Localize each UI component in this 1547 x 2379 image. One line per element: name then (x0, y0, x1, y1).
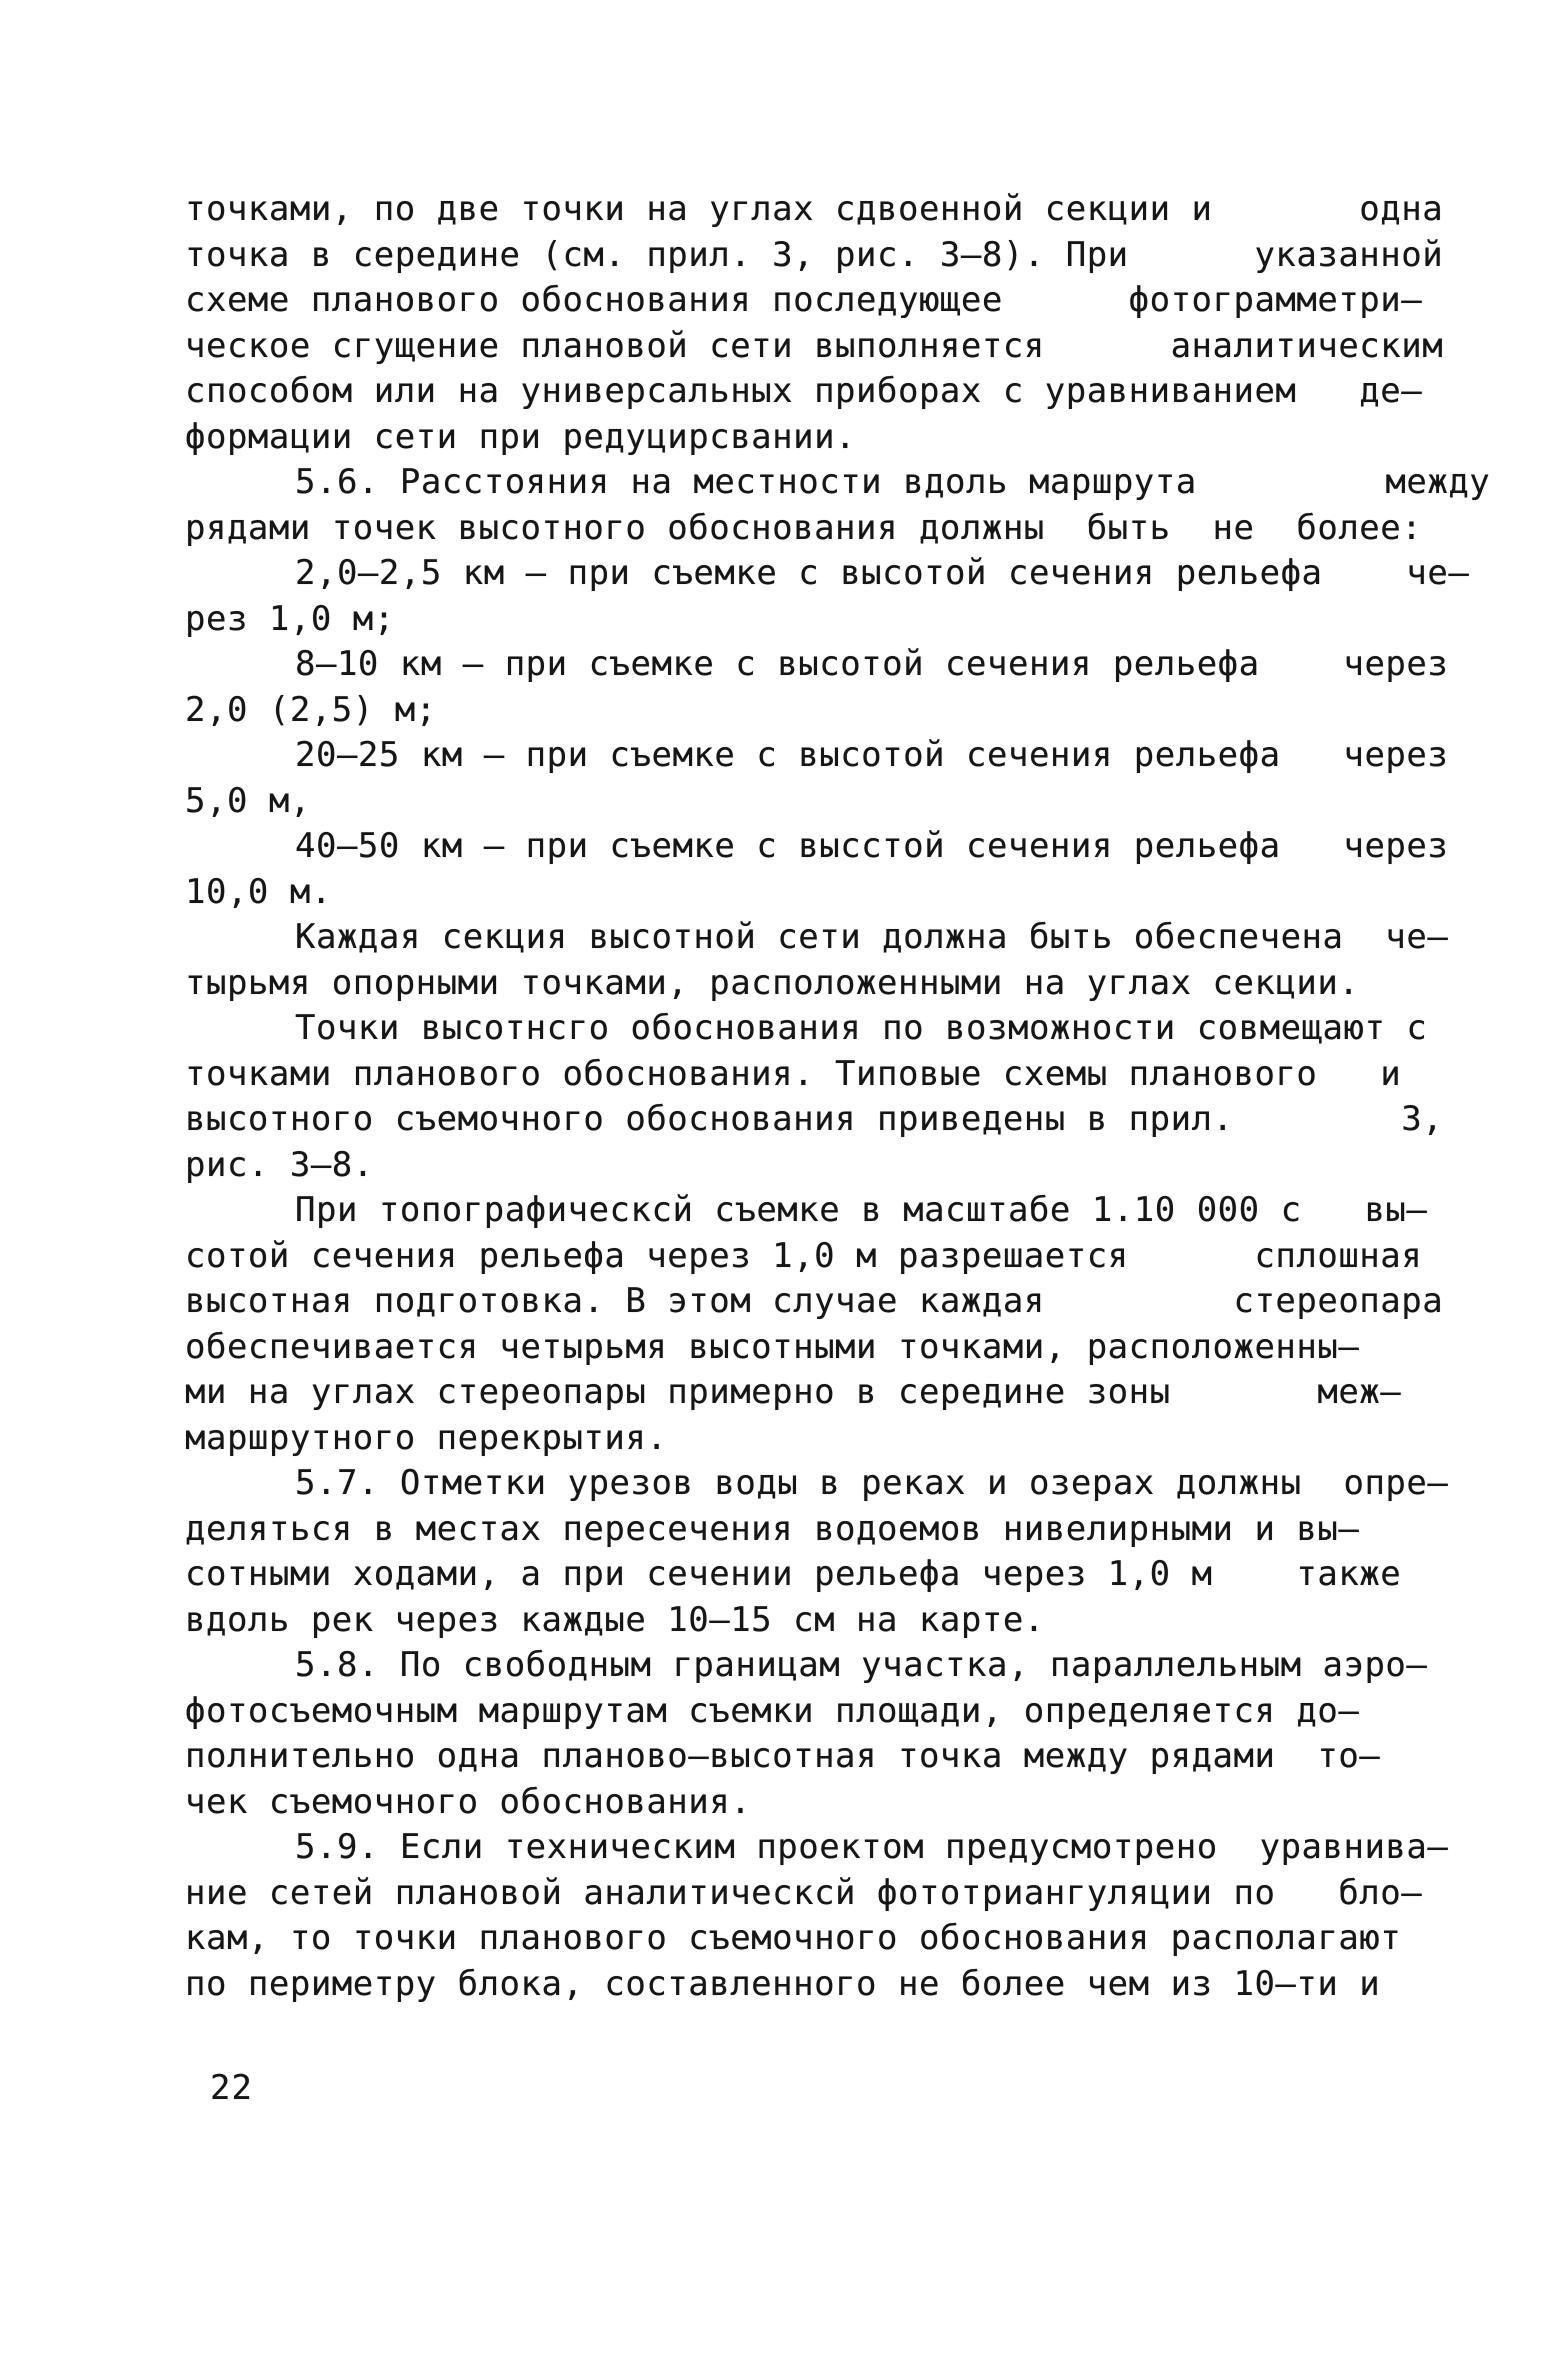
text-block (185, 187, 1490, 2007)
text-line: высотного съемочного обоснования приведены в прил. 3, (185, 1099, 1444, 1139)
text-line-section-5-8: 5.8. По свободным границам участка, параллельным аэро– (295, 1645, 1428, 1685)
text-line: кам, то точки планового съемочного обоснования располагают (185, 1918, 1402, 1958)
text-line: 8–10 км – при съемке с высотой сечения рельефа через (295, 644, 1449, 684)
text-line: При топографическсй съемке в масштабе 1.10 000 с вы– (295, 1190, 1428, 1230)
text-line: вдоль рек через каждые 10–15 см на карте. (185, 1599, 1045, 1640)
text-line: точками планового обоснования. Типовые схемы планового и (185, 1053, 1402, 1094)
text-line: формации сети при редуцирсвании. (185, 416, 857, 457)
text-line: тырьмя опорными точками, расположенными на углах секции. (185, 962, 1360, 1003)
text-line: полнительно одна планово–высотная точка между рядами то– (185, 1736, 1381, 1776)
text-line: фотосъемочным маршрутам съемки площади, определяется до– (185, 1690, 1360, 1731)
text-line-section-5-9: 5.9. Если техническим проектом предусмотрено уравнива– (295, 1827, 1449, 1867)
text-line: Точки высотнсго обоснования по возможности совмещают с (295, 1008, 1428, 1048)
text-line: высотная подготовка. В этом случае каждая стереопара (185, 1281, 1444, 1321)
text-line: по периметру блока, составленного не более чем из 10–ти и (185, 1963, 1381, 2004)
text-line: способом или на универсальных приборах с уравниванием де– (185, 371, 1423, 411)
text-line: деляться в местах пересечения водоемов нивелирными и вы– (185, 1508, 1360, 1549)
text-line: рез 1,0 м; (185, 598, 395, 639)
text-line-section-5-6: 5.6. Расстояния на местности вдоль маршрута между (295, 462, 1491, 502)
text-line: ми на углах стереопары примерно в середине зоны меж– (185, 1372, 1402, 1412)
text-line: Каждая секция высотной сети должна быть обеспечена че– (295, 917, 1449, 957)
text-line: 5,0 м, (185, 780, 311, 821)
text-line: точка в середине (см. прил. 3, рис. 3–8). При указанной (185, 234, 1444, 275)
text-line: обеспечивается четырьмя высотными точками, расположенны– (185, 1326, 1360, 1367)
text-line: сотными ходами, а при сечении рельефа через 1,0 м также (185, 1554, 1402, 1594)
text-line-section-5-7: 5.7. Отметки урезов воды в реках и озерах должны опре– (295, 1463, 1449, 1503)
text-line: 40–50 км – при съемке с высстой сечения рельефа через (295, 826, 1449, 866)
text-line: рядами точек высотного обоснования должны быть не более: (185, 507, 1423, 548)
text-line: ние сетей плановой аналитическсй фототриангуляции по бло– (185, 1872, 1423, 1913)
text-line: схеме планового обоснования последующее фотограмметри– (185, 280, 1423, 320)
text-line: 2,0–2,5 км – при съемке с высотой сечения рельефа че– (295, 553, 1470, 593)
text-line: ческое сгущение плановой сети выполняется аналитическим (185, 325, 1444, 366)
page-number: 22 (210, 2068, 253, 2108)
text-line: 20–25 км – при съемке с высотой сечения рельефа через (295, 735, 1449, 775)
text-line: точками, по две точки на углах сдвоенной секции и одна (185, 189, 1444, 229)
text-line: сотой сечения рельефа через 1,0 м разрешается сплошная (185, 1235, 1423, 1276)
text-line: 10,0 м. (185, 871, 332, 912)
text-line: чек съемочного обоснования. (185, 1781, 752, 1822)
text-line: рис. 3–8. (185, 1144, 374, 1185)
text-line: маршрутного перекрытия. (185, 1417, 668, 1458)
text-line: 2,0 (2,5) м; (185, 689, 437, 730)
